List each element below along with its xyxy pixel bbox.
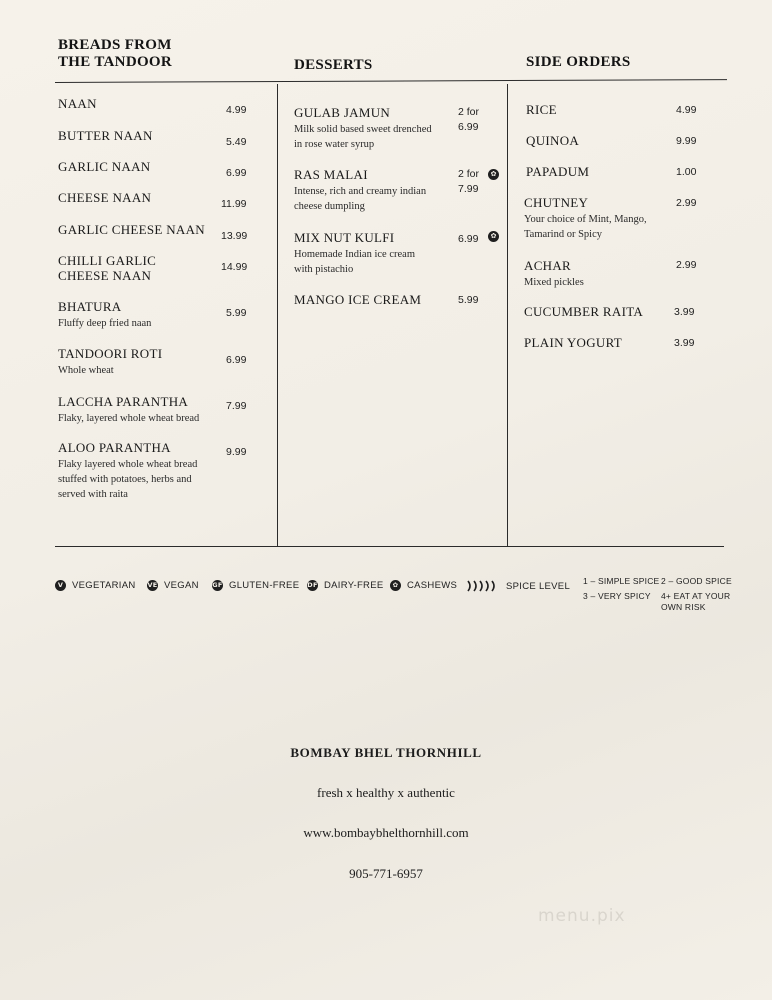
item-price: 3.99 <box>674 337 695 349</box>
legend-spice-level: SPICE LEVEL <box>466 580 570 592</box>
menu-item: MANGO ICE CREAM <box>294 292 422 307</box>
tagline: fresh x healthy x authentic <box>317 785 455 800</box>
spice-level-2: 2 – GOOD SPICE <box>661 576 732 586</box>
menu-item: GULAB JAMUN Milk solid based sweet drenched in rose water syrup <box>294 105 432 150</box>
legend-vegetarian: V VEGETARIAN <box>55 580 136 591</box>
desserts-heading: DESSERTS <box>294 57 373 73</box>
restaurant-name: BOMBAY BHEL THORNHILL <box>290 745 482 760</box>
cashews-icon: ✿ <box>390 580 401 591</box>
bottom-divider <box>55 546 724 547</box>
item-price: 2 for 6.99 <box>458 106 480 133</box>
menu-item: RAS MALAI Intense, rich and creamy indian cheese dumpling <box>294 167 427 212</box>
item-price: 4.99 <box>226 104 247 116</box>
column-divider-left <box>277 84 278 547</box>
column-divider-right <box>507 84 508 547</box>
spice-level-1: 1 – SIMPLE SPICE <box>583 576 660 586</box>
top-divider <box>55 79 727 83</box>
menu-item: PLAIN YOGURT <box>524 335 623 350</box>
website-link[interactable]: www.bombaybhelthornhill.com <box>303 825 469 840</box>
item-price: 7.99 <box>226 400 247 412</box>
item-price: 9.99 <box>226 446 247 458</box>
menu-item: CHUTNEY Your choice of Mint, Mango, Tamarind or Spicy <box>524 195 647 240</box>
menu-item: PAPADUM <box>526 164 590 179</box>
phone-number[interactable]: 905-771-6957 <box>349 866 423 881</box>
menu-item: BUTTER NAAN <box>58 128 153 143</box>
watermark: menu.pix <box>538 906 626 926</box>
legend-cashews: ✿ CASHEWS <box>390 580 457 591</box>
cashews-icon: ✿ <box>488 231 499 242</box>
spice-level-4: 4+ EAT AT YOUR OWN RISK <box>661 591 731 612</box>
menu-item: LACCHA PARANTHA Flaky, layered whole wheat bread <box>58 394 200 424</box>
menu-item: TANDOORI ROTI Whole wheat <box>58 346 163 376</box>
menu-item: CUCUMBER RAITA <box>524 304 644 319</box>
menu-item: ALOO PARANTHA Flaky layered whole wheat bread stuffed with potatoes, herbs and served with raita <box>58 440 198 500</box>
gluten-free-icon: GF <box>212 581 223 589</box>
spice-level-3: 3 – VERY SPICY <box>583 591 651 601</box>
item-price: 5.99 <box>226 307 247 319</box>
item-price: 9.99 <box>676 135 697 147</box>
dairy-free-icon: DF <box>307 581 318 589</box>
item-price: 2.99 <box>676 197 697 209</box>
item-price: 1.00 <box>676 166 697 178</box>
item-price: 6.99 <box>226 167 247 179</box>
vegan-icon: VE <box>147 581 158 589</box>
item-price: 2 for 7.99 <box>458 168 480 195</box>
sides-heading: SIDE ORDERS <box>526 54 631 70</box>
item-price: 6.99 <box>226 354 247 366</box>
spice-level-icon <box>466 580 500 592</box>
breads-heading: BREADS FROM THE TANDOOR <box>58 37 173 70</box>
menu-item: GARLIC CHEESE NAAN <box>58 222 205 237</box>
menu-item: MIX NUT KULFI Homemade Indian ice cream with pistachio <box>294 230 415 275</box>
item-price: 3.99 <box>674 306 695 318</box>
item-price: 14.99 <box>221 261 248 273</box>
menu-item: ACHAR Mixed pickles <box>524 258 584 288</box>
item-price: 2.99 <box>676 259 697 271</box>
item-price: 5.49 <box>226 136 247 148</box>
menu-item: CHILLI GARLIC CHEESE NAAN <box>58 253 157 283</box>
menu-item: RICE <box>526 102 557 117</box>
legend-gluten-free: GF GLUTEN-FREE <box>212 580 300 591</box>
legend-dairy-free: DF DAIRY-FREE <box>307 580 384 591</box>
item-price: 13.99 <box>221 230 248 242</box>
vegetarian-icon: V <box>55 580 66 591</box>
legend-vegan: VE VEGAN <box>147 580 199 591</box>
menu-item: NAAN <box>58 96 97 111</box>
menu-item: QUINOA <box>526 133 580 148</box>
menu-item: GARLIC NAAN <box>58 159 151 174</box>
menu-item: BHATURA Fluffy deep fried naan <box>58 299 152 329</box>
item-price: 6.99 <box>458 233 479 245</box>
cashews-icon: ✿ <box>488 169 499 180</box>
item-price: 11.99 <box>221 198 247 210</box>
menu-item: CHEESE NAAN <box>58 190 152 205</box>
item-price: 4.99 <box>676 104 697 116</box>
item-price: 5.99 <box>458 294 479 306</box>
